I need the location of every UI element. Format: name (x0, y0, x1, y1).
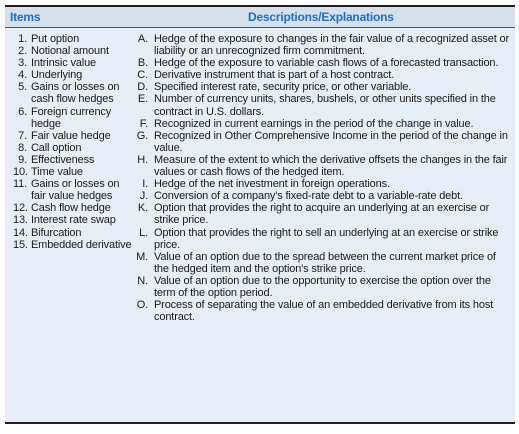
description-text: Hedge of the exposure to changes in the fair value of a recognized asset or liability or an unrecognized firm commitment. (154, 33, 510, 58)
description-row (135, 130, 513, 154)
descriptions-list (135, 33, 513, 323)
item-text: Foreign currency hedge (31, 105, 112, 130)
description-text: Specified interest rate, security price, or other variable. (154, 81, 412, 94)
item-row (13, 178, 135, 202)
item-row (13, 106, 135, 130)
item-number: 11. (13, 178, 28, 191)
description-letter: H. (137, 153, 148, 166)
item-text: Call option (31, 141, 82, 154)
item-row (13, 69, 135, 81)
item-row (13, 45, 135, 57)
description-text: Option that provides the right to sell an underlying at an exercise or strike price. (154, 226, 499, 251)
item-row (13, 154, 135, 166)
item-number: 4. (18, 69, 27, 82)
description-letter: D. (137, 81, 148, 94)
description-letter: G. (136, 129, 148, 142)
bottom-rule (5, 422, 515, 424)
item-number: 15. (13, 238, 28, 251)
description-letter: O. (136, 299, 148, 312)
item-text: Interest rate swap (31, 214, 116, 227)
item-number: 2. (18, 45, 27, 58)
description-row (135, 81, 513, 93)
item-number: 12. (13, 202, 28, 215)
item-row (13, 57, 135, 69)
description-letter: F. (139, 117, 148, 130)
item-text: Notional amount (31, 45, 109, 58)
description-text: Number of currency units, shares, bushels, or other units specified in the contract in U.S. dollars. (154, 93, 496, 118)
description-letter: K. (137, 202, 148, 215)
description-letter: I. (142, 178, 148, 191)
items-header: Items (10, 10, 41, 24)
item-number: 14. (13, 226, 28, 239)
item-row (13, 166, 135, 178)
item-number: 7. (18, 129, 27, 142)
description-text: Process of separating the value of an embedded derivative from its host contract. (154, 299, 494, 324)
description-text: Value of an option due to the opportunity to exercise the option over the term of the option period. (154, 274, 491, 299)
description-text: Measure of the extent to which the derivative offsets the changes in the fair values or cash flows of the hedged item. (154, 153, 508, 179)
description-row (135, 251, 513, 275)
description-row (135, 33, 513, 57)
item-row (13, 142, 135, 154)
description-text: Derivative instrument that is part of a host contract. (154, 69, 395, 82)
description-letter: L. (139, 226, 148, 239)
item-number: 13. (13, 214, 28, 227)
item-row (13, 130, 135, 142)
descriptions-header: Descriptions/Explanations (248, 10, 394, 24)
item-text: Underlying (31, 69, 83, 82)
description-letter: E. (137, 93, 148, 106)
description-text: Conversion of a company's fixed-rate debt to a variable-rate debt. (154, 190, 463, 203)
item-text: Intrinsic value (31, 57, 97, 70)
item-row (13, 202, 135, 214)
description-row (135, 69, 513, 81)
table-header (5, 7, 515, 27)
description-letter: J. (139, 190, 148, 203)
description-row (135, 178, 513, 190)
description-text: Option that provides the right to acquire an underlying at an exercise or strike price. (154, 202, 490, 227)
item-row (13, 239, 135, 251)
description-text: Hedge of the exposure to variable cash flows of a forecasted transaction. (154, 57, 499, 70)
description-row (135, 227, 513, 251)
description-text: Recognized in Other Comprehensive Income in the period of the change in value. (154, 129, 508, 154)
item-number: 5. (18, 81, 27, 94)
description-row (135, 202, 513, 226)
items-list (13, 33, 135, 251)
item-number: 1. (18, 33, 27, 45)
item-text: Effectiveness (31, 153, 95, 166)
description-text: Recognized in current earnings in the period of the change in value. (154, 117, 474, 130)
description-row (135, 190, 513, 202)
description-text: Hedge of the net investment in foreign operations. (154, 178, 390, 191)
description-letter: N. (137, 274, 148, 287)
item-row (13, 33, 135, 45)
item-text: Put option (31, 33, 80, 45)
description-row (135, 93, 513, 117)
item-text: Bifurcation (31, 226, 82, 239)
description-row (135, 118, 513, 130)
description-row (135, 154, 513, 178)
item-number: 3. (18, 57, 27, 70)
description-letter: C. (137, 69, 148, 82)
item-number: 6. (18, 105, 27, 118)
description-text: Value of an option due to the spread between the current market price of the hedged item and the option's strike price. (154, 250, 496, 275)
item-row (13, 227, 135, 239)
item-text: Gains or losses on fair value hedges (31, 178, 120, 203)
item-number: 9. (18, 153, 27, 166)
item-row (13, 214, 135, 226)
item-number: 8. (18, 141, 27, 154)
item-text: Gains or losses on cash flow hedges (31, 81, 120, 106)
description-row (135, 299, 513, 323)
item-number: 10. (13, 166, 28, 179)
table-body (5, 28, 515, 422)
description-letter: A. (137, 33, 148, 45)
description-row (135, 57, 513, 69)
description-letter: M. (136, 250, 148, 263)
item-text: Time value (31, 166, 83, 179)
item-text: Embedded derivative (31, 238, 132, 251)
item-text: Cash flow hedge (31, 202, 111, 215)
item-text: Fair value hedge (31, 129, 111, 142)
description-row (135, 275, 513, 299)
item-row (13, 81, 135, 105)
description-letter: B. (137, 57, 148, 70)
